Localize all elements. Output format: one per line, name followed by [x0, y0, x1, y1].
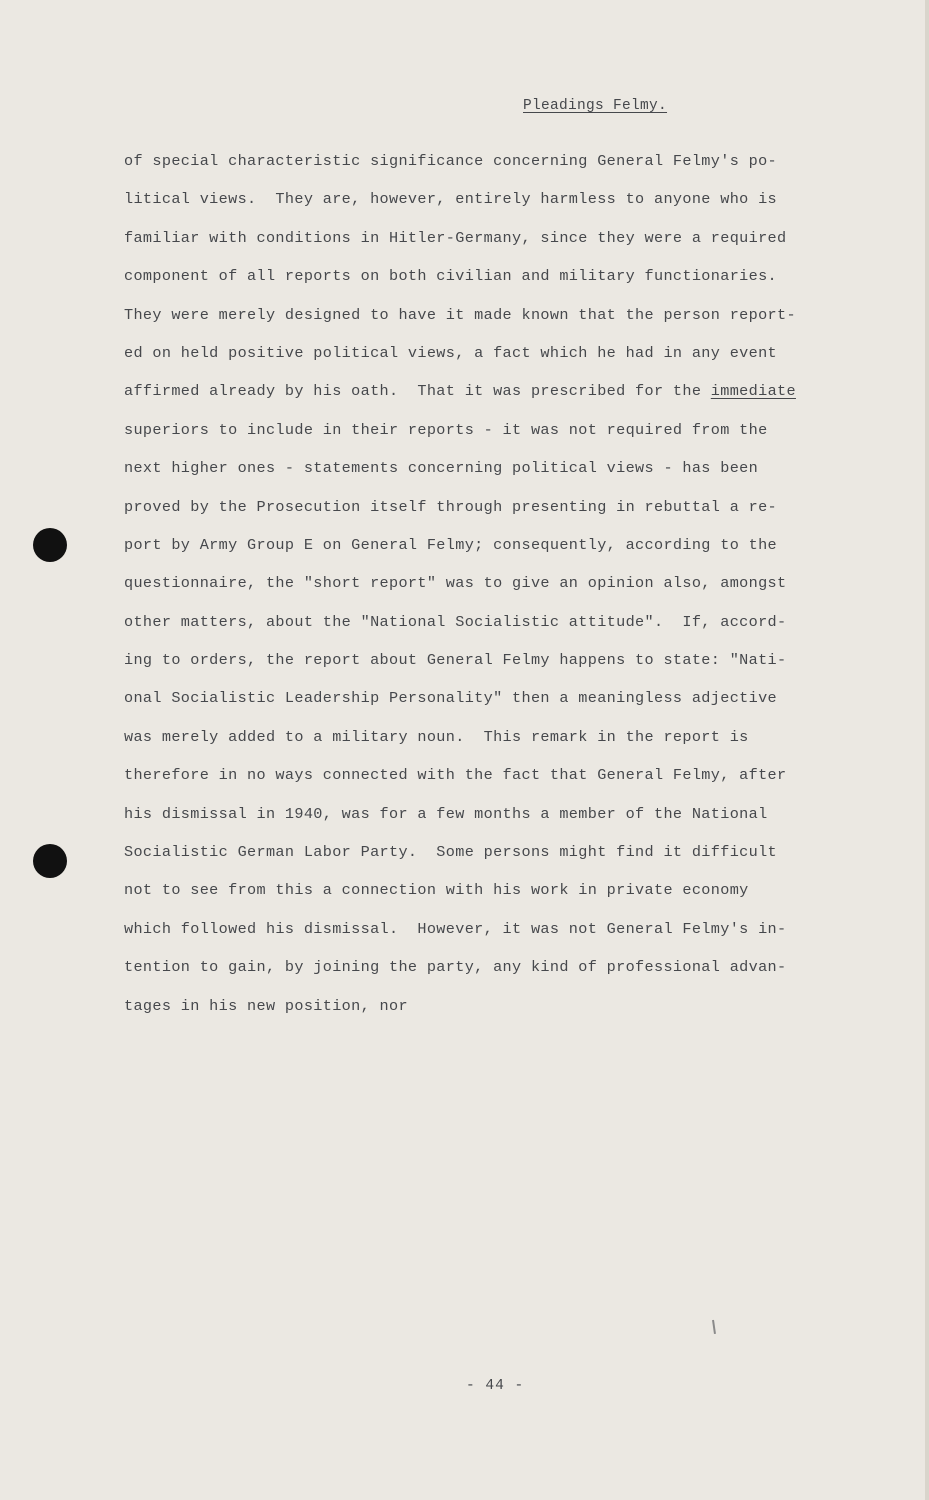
text-line: tention to gain, by joining the party, any kind of professional advan- [124, 958, 787, 977]
punch-hole [33, 844, 67, 878]
text-line: of special characteristic significance concerning General Felmy's po- [124, 152, 778, 170]
text-line [124, 379, 824, 417]
text-line: port by Army Group E on General Felmy; consequently, according to the [124, 535, 778, 554]
text-line: therefore in no ways connected with the fact that General Felmy, after [124, 766, 787, 785]
text-line: other matters, about the "National Socialistic attitude". If, accord- [124, 612, 787, 631]
text-line: litical views. They are, however, entirely harmless to anyone who is [124, 190, 778, 209]
underlined-word: immediate [710, 382, 796, 401]
text-line-part: affirmed already by his oath. That it was prescribed for the [124, 382, 711, 401]
text-line: ed on held positive political views, a fact which he had in any event [124, 343, 778, 362]
text-line: which followed his dismissal. However, it was not General Felmy's in- [124, 919, 787, 938]
text-line: his dismissal in 1940, was for a few months a member of the National [124, 804, 768, 823]
page-header: Pleadings Felmy. [523, 98, 668, 114]
page-number: - 44 - [466, 1378, 525, 1394]
pencil-mark [712, 1320, 715, 1334]
text-line: not to see from this a connection with his work in private economy [124, 881, 749, 900]
text-line: familiar with conditions in Hitler-Germany, since they were a required [124, 228, 787, 247]
text-line: superiors to include in their reports - it was not required from the [124, 420, 768, 439]
text-line: next higher ones - statements concerning political views - has been [124, 459, 759, 478]
text-line: was merely added to a military noun. This remark in the report is [124, 727, 749, 746]
text-line: onal Socialistic Leadership Personality" then a meaningless adjective [124, 689, 778, 708]
text-line: questionnaire, the "short report" was to give an opinion also, amongst [124, 574, 787, 593]
text-line: component of all reports on both civilian and military functionaries. [124, 267, 778, 286]
body-text [124, 149, 824, 1032]
page-edge [925, 0, 929, 1500]
text-line: proved by the Prosecution itself through presenting in rebuttal a re- [124, 497, 778, 516]
text-line: ing to orders, the report about General Felmy happens to state: "Nati- [124, 651, 787, 670]
text-line: tages in his new position, nor [124, 996, 408, 1015]
text-line: Socialistic German Labor Party. Some persons might find it difficult [124, 843, 778, 862]
punch-hole [33, 528, 67, 562]
text-line: They were merely designed to have it made known that the person report- [124, 305, 796, 324]
